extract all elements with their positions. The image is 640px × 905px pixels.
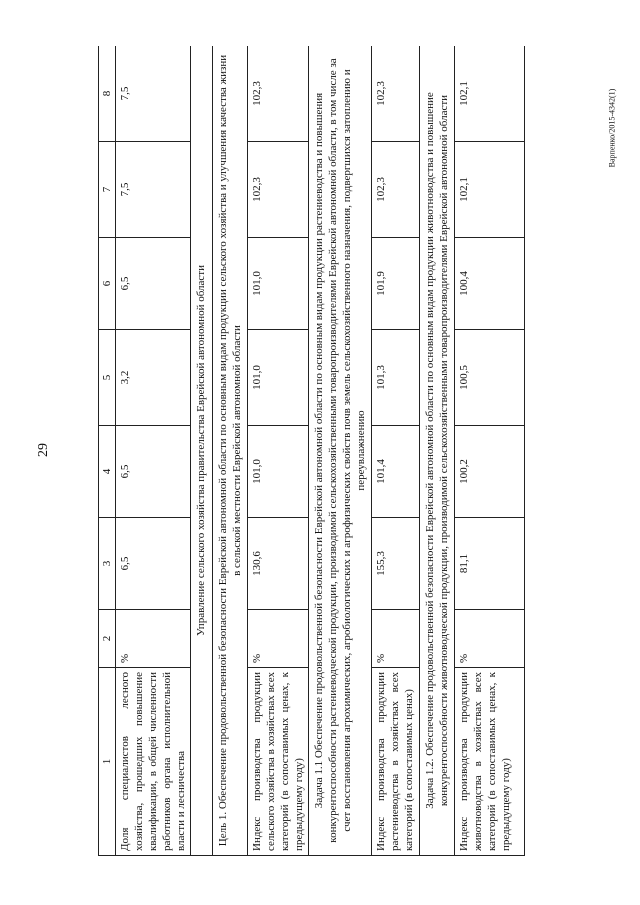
task-heading: Задача 1.1 Обеспечение продовольственной безопасности Еврейской автономной области по основным видам продукции растениеводства и повышения конкурентоспособности растениеводческой продукции, производимой сельскохозяйственными товаропроизводителями Еврейской автономной области, в том числе за счет восстановления агрохимических, агробиологических и агрофизических свойств почв земель сельскохозяйственного назначения, подвергшихся затоплению и переувлажнению	[309, 46, 372, 856]
header-cell: 6	[99, 238, 116, 330]
task-heading: Задача 1.2. Обеспечение продовольственной безопасности Еврейской автономной области по основным видам продукции животноводства и повышение конкурентоспособности животноводческой продукции, производимой сельскохозяйственными товаропроизводителями Еврейской автономной области	[419, 46, 454, 856]
indicator-value: 101,3	[372, 330, 419, 426]
indicator-value: 101,9	[372, 238, 419, 330]
indicator-value: 6,5	[116, 238, 191, 330]
indicator-value: 102,3	[372, 46, 419, 142]
indicator-value: 155,3	[372, 518, 419, 610]
page-number: 29	[36, 443, 51, 457]
table-row	[116, 46, 191, 856]
header-cell: 4	[99, 426, 116, 518]
indicator-value: 102,3	[247, 142, 308, 238]
indicator-value: 100,4	[454, 238, 524, 330]
indicator-value: 102,3	[247, 46, 308, 142]
indicators-table	[98, 46, 525, 856]
section-row	[212, 46, 247, 856]
indicator-name: Индекс производства продукции сельского хозяйства в хозяйствах всех категорий (в сопоставимых ценах, к предыдущему году)	[247, 668, 308, 856]
indicator-value: 101,0	[247, 238, 308, 330]
indicator-name: Индекс производства продукции животноводства в хозяйствах всех категорий (в сопоставимых ценах, к предыдущему году)	[454, 668, 524, 856]
header-cell: 1	[99, 668, 116, 856]
indicator-value: 101,4	[372, 426, 419, 518]
section-row	[191, 46, 212, 856]
indicators-table-frame	[98, 46, 532, 856]
section-heading: Управление сельского хозяйства правительства Еврейской автономной области	[191, 46, 212, 856]
indicator-value: 81,1	[454, 518, 524, 610]
header-cell: 7	[99, 142, 116, 238]
indicator-value: 7,5	[116, 46, 191, 142]
indicator-value: 130,6	[247, 518, 308, 610]
document-code: Варпенко/2015-4342(1)	[607, 88, 617, 168]
indicator-value: 102,1	[454, 46, 524, 142]
indicator-value: 100,2	[454, 426, 524, 518]
header-cell: 2	[99, 610, 116, 668]
indicators-table-rotated	[98, 46, 532, 856]
table-row	[454, 46, 524, 856]
indicator-unit: %	[247, 610, 308, 668]
indicator-name: Индекс производства продукции растениеводства в хозяйствах всех категорий (в сопоставимых ценах)	[372, 668, 419, 856]
indicator-value: 102,1	[454, 142, 524, 238]
header-cell: 5	[99, 330, 116, 426]
indicator-unit: %	[454, 610, 524, 668]
indicator-value: 6,5	[116, 518, 191, 610]
indicator-unit: %	[116, 610, 191, 668]
indicator-value: 100,5	[454, 330, 524, 426]
indicator-value: 102,3	[372, 142, 419, 238]
indicator-value: 101,0	[247, 426, 308, 518]
table-row	[372, 46, 419, 856]
section-row	[419, 46, 454, 856]
table-header-row	[99, 46, 116, 856]
section-row	[309, 46, 372, 856]
table-row	[247, 46, 308, 856]
header-cell: 3	[99, 518, 116, 610]
indicator-value: 3,2	[116, 330, 191, 426]
goal-heading: Цель 1. Обеспечение продовольственной безопасности Еврейской автономной области по основным видам продукции сельского хозяйства и улучшения качества жизни в сельской местности Еврейской автономной области	[212, 46, 247, 856]
header-cell: 8	[99, 46, 116, 142]
indicator-value: 6,5	[116, 426, 191, 518]
indicator-name: Доля специалистов лесного хозяйства, прошедших повышение квалификации, в общей численности работников органа исполнительной власти и лесничества	[116, 668, 191, 856]
indicator-value: 101,0	[247, 330, 308, 426]
indicator-unit: %	[372, 610, 419, 668]
indicator-value: 7,5	[116, 142, 191, 238]
